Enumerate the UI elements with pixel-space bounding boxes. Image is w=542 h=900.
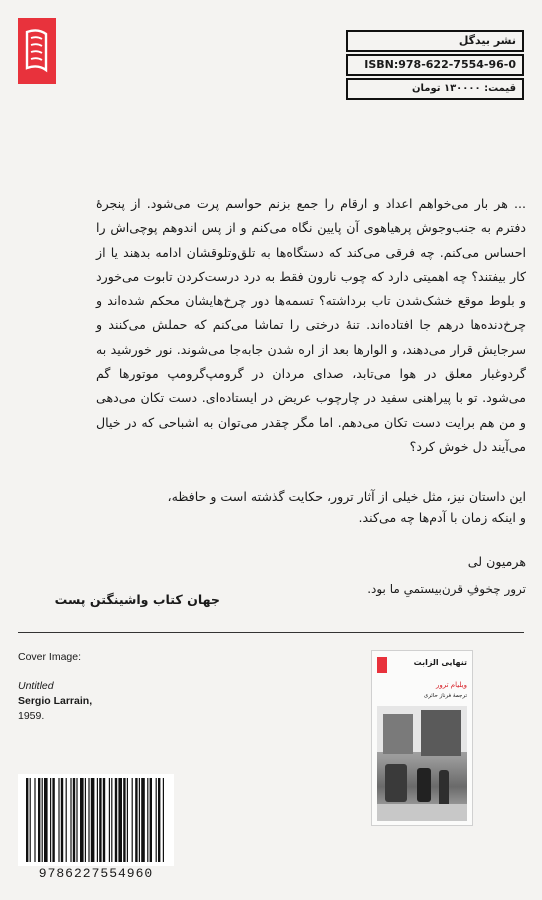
publisher-logo: [18, 18, 56, 84]
mini-translator: ترجمهٔ فرناز حائری: [423, 693, 467, 699]
cover-credit: [18, 650, 158, 724]
review-quote: [150, 486, 526, 528]
review-line-1: این داستان نیز، مثل خیلی از آثار ترور، حکایت گذشته است و حافظه،: [167, 489, 526, 504]
review-quote-2: ترور چخوفِ قرن‌بیستمیِ ما بود.: [367, 582, 526, 596]
barcode-number: 9786227554960: [38, 866, 154, 881]
isbn: ISBN:978-622-7554-96-0: [346, 54, 524, 76]
blurb-paragraph: ... هر بار می‌خواهم اعداد و ارقام را جمع بزنم حواسم پرت می‌شود. از پنجرهٔ دفترم به جنب‌وجوش پرهیاهوی آن پایین نگاه می‌کنم و از پس اندوهم پوچی‌اش را احساس می‌کنم. چه فرقی می‌کند که دستگاه‌ها به تلق‌وتلوقشان ادامه بدهند یا از کار بیفتند؟ چه اهمیتی دارد که چوب نارون فقط به درد درست‌کردن تابوت می‌خورد و بلوط موقع خشک‌شدن تاب برداشته؟ تسمه‌ها دور چرخ‌هایشان محکم شده‌اند و چرخ‌دنده‌ها درهم جا افتاده‌اند. تنهٔ درختی را تماشا می‌کنم که حملش می‌کنند و سرجایش قرار می‌دهند، و الوارها بعد از اره شدن جابه‌جا می‌شوند. نور خورشید به گردوغبار معلق در هوا می‌تابد، صدای مردان در گرومپ‌گرومپ موتورها گم می‌شود. تو با پیراهنی سفید در چارچوب عریض در ایستاده‌ای. دست تکان می‌دهی و من هم برایت دست تکان می‌دهم. اما مگر چقدر می‌توان به اشباحی که در خیال می‌آیند دل خوش کرد؟: [96, 196, 526, 454]
mini-logo-icon: [377, 657, 387, 673]
review-line-2: و اینکه زمان با آدم‌ها چه می‌کند.: [358, 510, 526, 525]
book-info-box: [346, 30, 524, 102]
barcode-icon: [18, 774, 174, 866]
mini-title: تنهایی الزابت: [413, 658, 467, 667]
cover-credit-year: 1959.: [18, 710, 45, 722]
review-author: هرمیون لی: [467, 554, 526, 569]
book-logo-icon: [18, 18, 56, 84]
review-source: جهان کتاب واشینگتن پست: [54, 592, 220, 607]
front-cover-thumbnail: [371, 650, 473, 826]
cover-credit-artist: Sergio Larrain,: [18, 695, 93, 707]
cover-credit-label: Cover Image:: [18, 651, 82, 663]
cover-photo: [377, 706, 467, 821]
publisher-name: نشر بیدگل: [346, 30, 524, 52]
mini-author: ویلیام ترور: [435, 681, 467, 689]
barcode: [18, 774, 174, 866]
divider: [18, 632, 524, 633]
price: قیمت: ۱۳۰۰۰۰ تومان: [346, 78, 524, 100]
cover-credit-title: Untitled: [18, 680, 54, 692]
